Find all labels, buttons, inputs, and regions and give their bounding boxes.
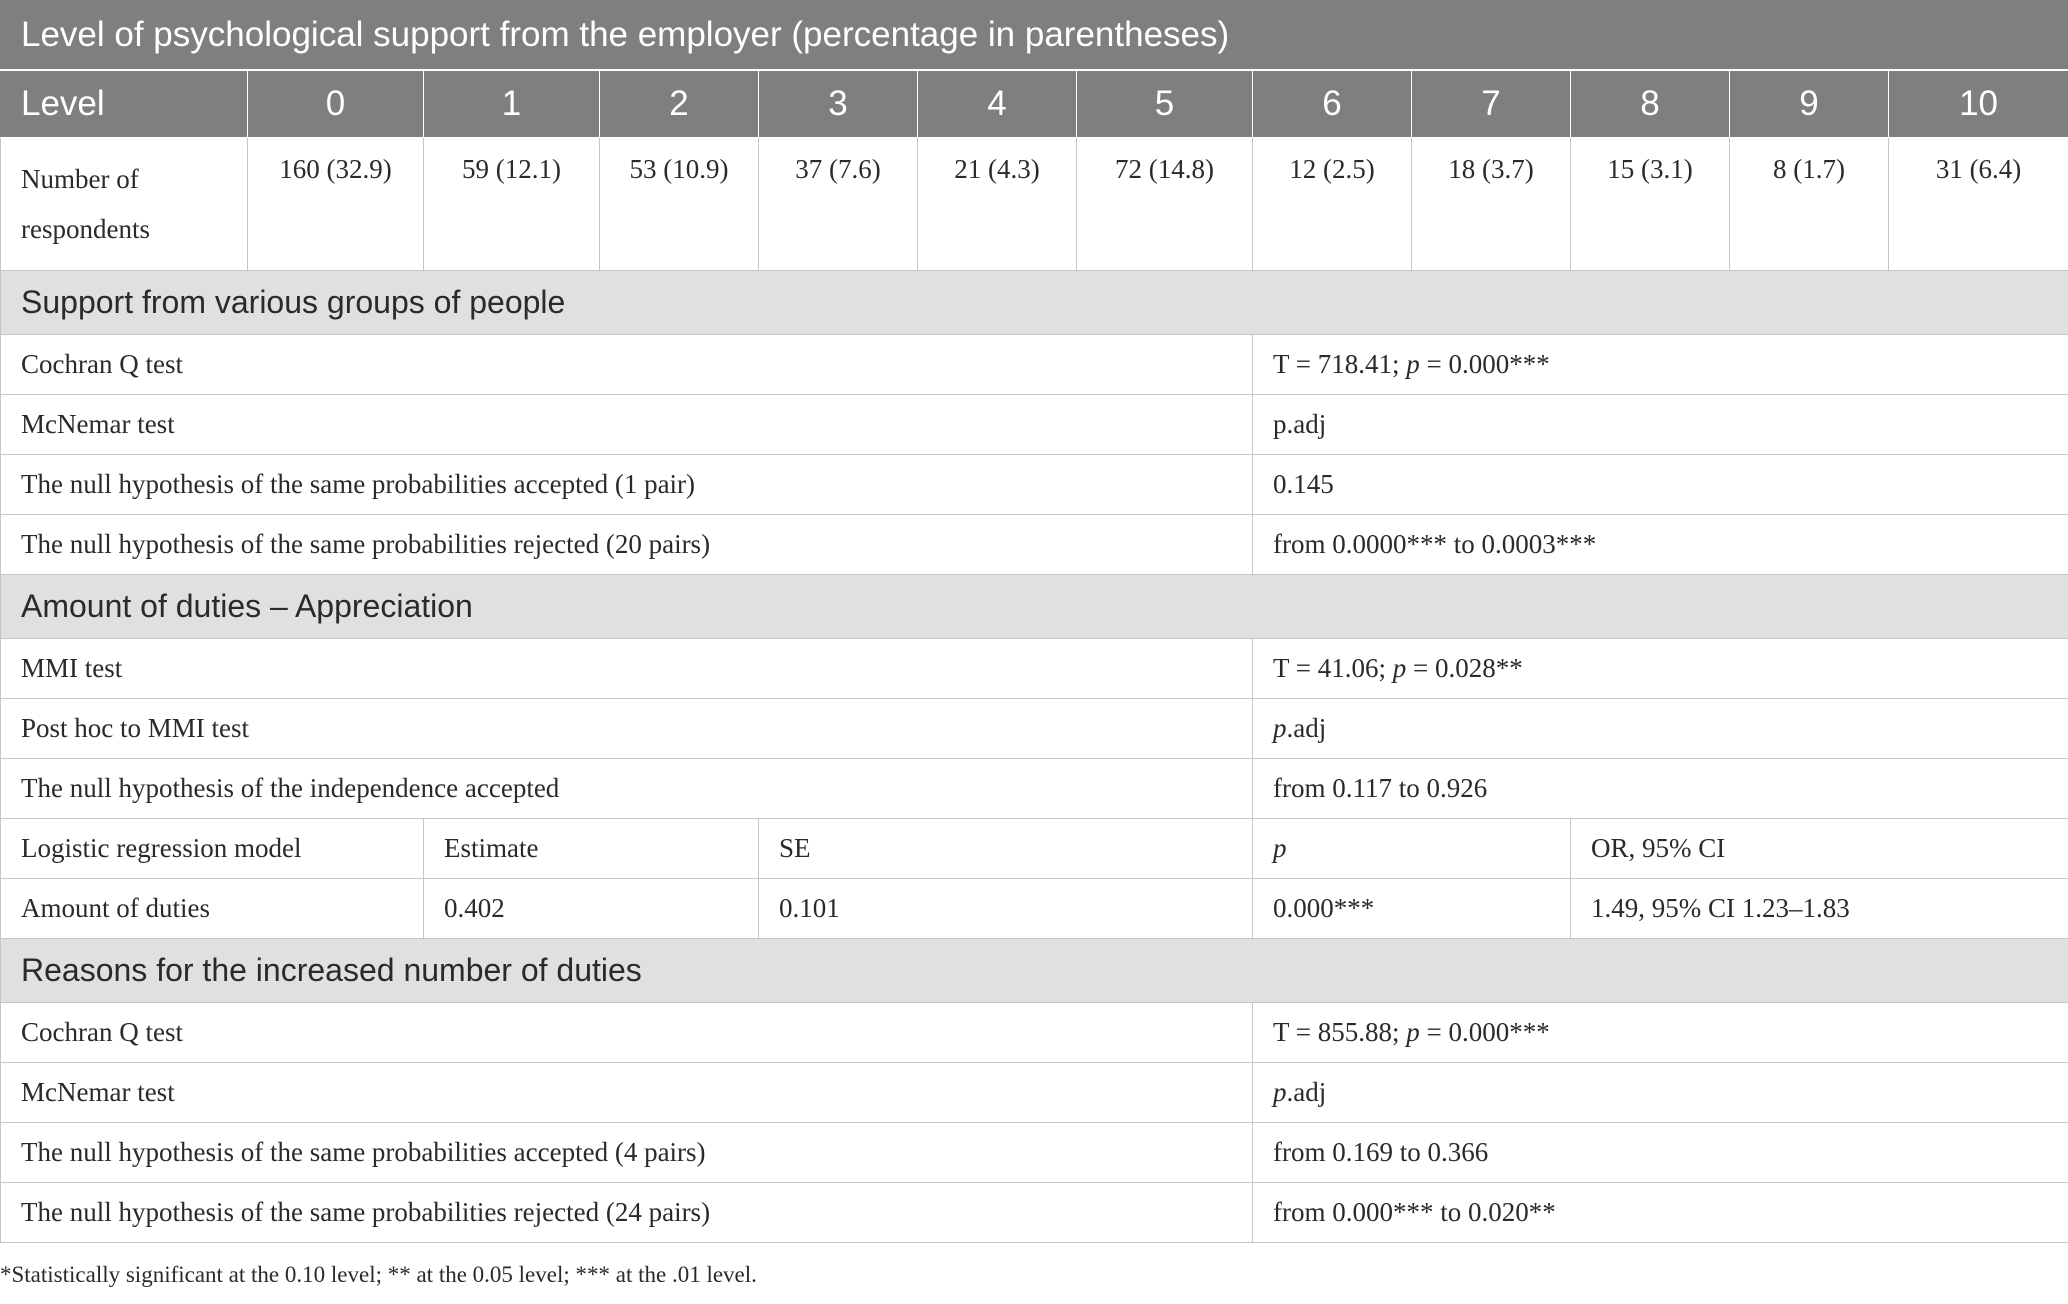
level-cell: 6 [1253, 70, 1412, 138]
respondents-label: Number of respondents [1, 138, 248, 271]
table-row [1, 515, 2068, 575]
regression-label: Logistic regression model [1, 819, 424, 879]
se-header: SE [759, 819, 1253, 879]
section-header-row [1, 575, 2068, 639]
row-value: p.adj [1253, 395, 2068, 455]
table-footnote: *Statistically significant at the 0.10 level; ** at the 0.05 level; *** at the .01 level. [0, 1262, 757, 1287]
regression-row [1, 879, 2068, 939]
row-value: T = 855.88; p = 0.000*** [1253, 1003, 2068, 1063]
row-value: from 0.117 to 0.926 [1253, 759, 2068, 819]
table-title: Level of psychological support from the employer (percentage in parentheses) [1, 1, 2068, 71]
row-label: McNemar test [1, 1063, 1253, 1123]
row-label: The null hypothesis of the independence accepted [1, 759, 1253, 819]
row-label: Cochran Q test [1, 1003, 1253, 1063]
table-row [1, 639, 2068, 699]
regression-header-row [1, 819, 2068, 879]
respondents-cell: 18 (3.7) [1412, 138, 1571, 271]
section-title: Amount of duties – Appreciation [1, 575, 2068, 639]
table-row [1, 1183, 2068, 1243]
table-row [1, 699, 2068, 759]
estimate-header: Estimate [424, 819, 759, 879]
or-header: OR, 95% CI [1571, 819, 2068, 879]
respondents-cell: 12 (2.5) [1253, 138, 1412, 271]
level-header-row [1, 70, 2068, 138]
row-value: T = 41.06; p = 0.028** [1253, 639, 2068, 699]
section-header-row [1, 939, 2068, 1003]
level-cell: 2 [600, 70, 759, 138]
table-row [1, 1123, 2068, 1183]
se-value: 0.101 [759, 879, 1253, 939]
section-title: Reasons for the increased number of duties [1, 939, 2068, 1003]
row-label: MMI test [1, 639, 1253, 699]
respondents-cell: 8 (1.7) [1730, 138, 1889, 271]
table-row [1, 335, 2068, 395]
level-cell: 10 [1889, 70, 2068, 138]
table-title-row [1, 1, 2068, 71]
row-value: p.adj [1253, 699, 2068, 759]
row-label: The null hypothesis of the same probabilities rejected (20 pairs) [1, 515, 1253, 575]
respondents-cell: 31 (6.4) [1889, 138, 2068, 271]
row-value: 0.145 [1253, 455, 2068, 515]
table-row [1, 759, 2068, 819]
level-cell: 9 [1730, 70, 1889, 138]
level-cell: 8 [1571, 70, 1730, 138]
row-label: Post hoc to MMI test [1, 699, 1253, 759]
respondents-cell: 59 (12.1) [424, 138, 600, 271]
row-label: The null hypothesis of the same probabilities accepted (1 pair) [1, 455, 1253, 515]
table-row [1, 1063, 2068, 1123]
respondents-cell: 37 (7.6) [759, 138, 918, 271]
level-cell: 7 [1412, 70, 1571, 138]
table-row [1, 1003, 2068, 1063]
section-header-row [1, 271, 2068, 335]
regression-variable: Amount of duties [1, 879, 424, 939]
respondents-cell: 160 (32.9) [248, 138, 424, 271]
p-value: 0.000*** [1253, 879, 1571, 939]
respondents-cell: 72 (14.8) [1077, 138, 1253, 271]
level-cell: 1 [424, 70, 600, 138]
estimate-value: 0.402 [424, 879, 759, 939]
section-title: Support from various groups of people [1, 271, 2068, 335]
level-cell: 5 [1077, 70, 1253, 138]
row-value: T = 718.41; p = 0.000*** [1253, 335, 2068, 395]
p-header: p [1253, 819, 1571, 879]
table-row [1, 395, 2068, 455]
or-value: 1.49, 95% CI 1.23–1.83 [1571, 879, 2068, 939]
table-row [1, 455, 2068, 515]
respondents-cell: 21 (4.3) [918, 138, 1077, 271]
row-label: The null hypothesis of the same probabilities rejected (24 pairs) [1, 1183, 1253, 1243]
row-label: McNemar test [1, 395, 1253, 455]
row-value: p.adj [1253, 1063, 2068, 1123]
row-label: Cochran Q test [1, 335, 1253, 395]
level-cell: 4 [918, 70, 1077, 138]
respondents-cell: 53 (10.9) [600, 138, 759, 271]
row-value: from 0.169 to 0.366 [1253, 1123, 2068, 1183]
respondents-cell: 15 (3.1) [1571, 138, 1730, 271]
level-cell: 0 [248, 70, 424, 138]
row-label: The null hypothesis of the same probabilities accepted (4 pairs) [1, 1123, 1253, 1183]
respondents-row [1, 138, 2068, 271]
level-label: Level [1, 70, 248, 138]
row-value: from 0.000*** to 0.020** [1253, 1183, 2068, 1243]
level-cell: 3 [759, 70, 918, 138]
row-value: from 0.0000*** to 0.0003*** [1253, 515, 2068, 575]
